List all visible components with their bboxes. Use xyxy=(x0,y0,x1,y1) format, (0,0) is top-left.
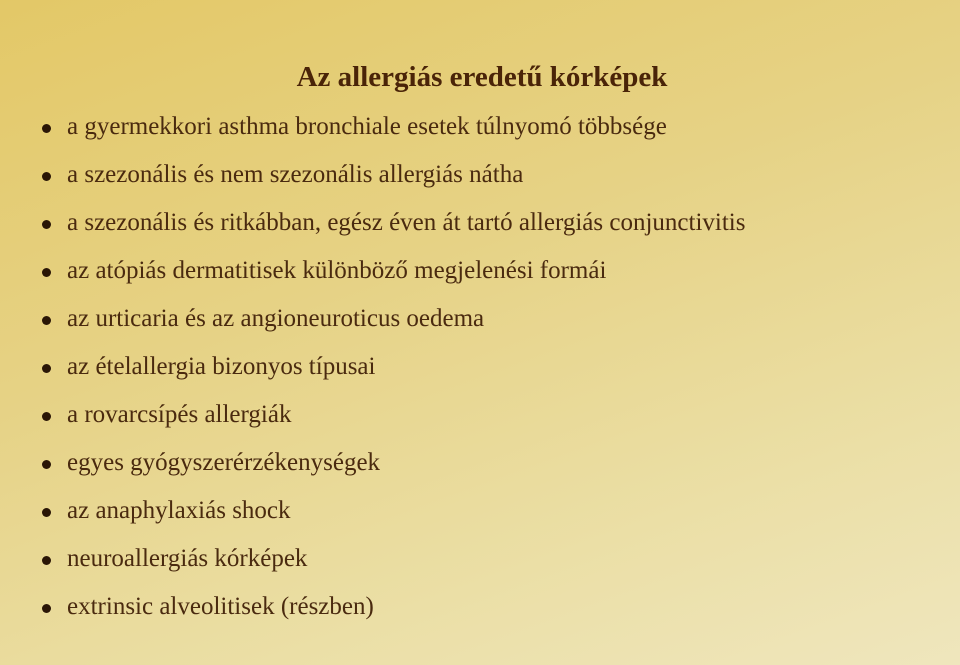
list-item xyxy=(42,487,745,535)
bullet-icon xyxy=(42,556,51,565)
list-item-text: a szezonális és nem szezonális allergiás nátha xyxy=(67,161,524,188)
list-item xyxy=(42,583,745,631)
bullet-icon xyxy=(42,220,51,229)
bullet-icon xyxy=(42,364,51,373)
list-item-text: az atópiás dermatitisek különböző megjelenési formái xyxy=(67,257,607,284)
list-item-text: a gyermekkori asthma bronchiale esetek túlnyomó többsége xyxy=(67,113,667,140)
bullet-icon xyxy=(42,124,51,133)
list-item-text: neuroallergiás kórképek xyxy=(67,545,308,572)
bullet-icon xyxy=(42,460,51,469)
bullet-list xyxy=(42,103,745,631)
list-item-text: az anaphylaxiás shock xyxy=(67,497,291,524)
list-item xyxy=(42,151,745,199)
list-item xyxy=(42,391,745,439)
bullet-icon xyxy=(42,172,51,181)
bullet-icon xyxy=(42,604,51,613)
list-item-text: a rovarcsípés allergiák xyxy=(67,401,292,428)
list-item xyxy=(42,343,745,391)
bullet-icon xyxy=(42,412,51,421)
list-item xyxy=(42,535,745,583)
list-item-text: a szezonális és ritkábban, egész éven át tartó allergiás conjunctivitis xyxy=(67,209,746,236)
bullet-icon xyxy=(42,316,51,325)
list-item xyxy=(42,295,745,343)
list-item-text: extrinsic alveolitisek (részben) xyxy=(67,593,374,620)
list-item xyxy=(42,439,745,487)
list-item xyxy=(42,103,745,151)
list-item-text: egyes gyógyszerérzékenységek xyxy=(67,449,381,476)
bullet-icon xyxy=(42,508,51,517)
list-item xyxy=(42,247,745,295)
list-item-text: az urticaria és az angioneuroticus oedema xyxy=(67,305,485,332)
bullet-icon xyxy=(42,268,51,277)
list-item-text: az ételallergia bizonyos típusai xyxy=(67,353,376,380)
slide-title: Az allergiás eredetű kórképek xyxy=(296,61,668,93)
list-item xyxy=(42,199,745,247)
